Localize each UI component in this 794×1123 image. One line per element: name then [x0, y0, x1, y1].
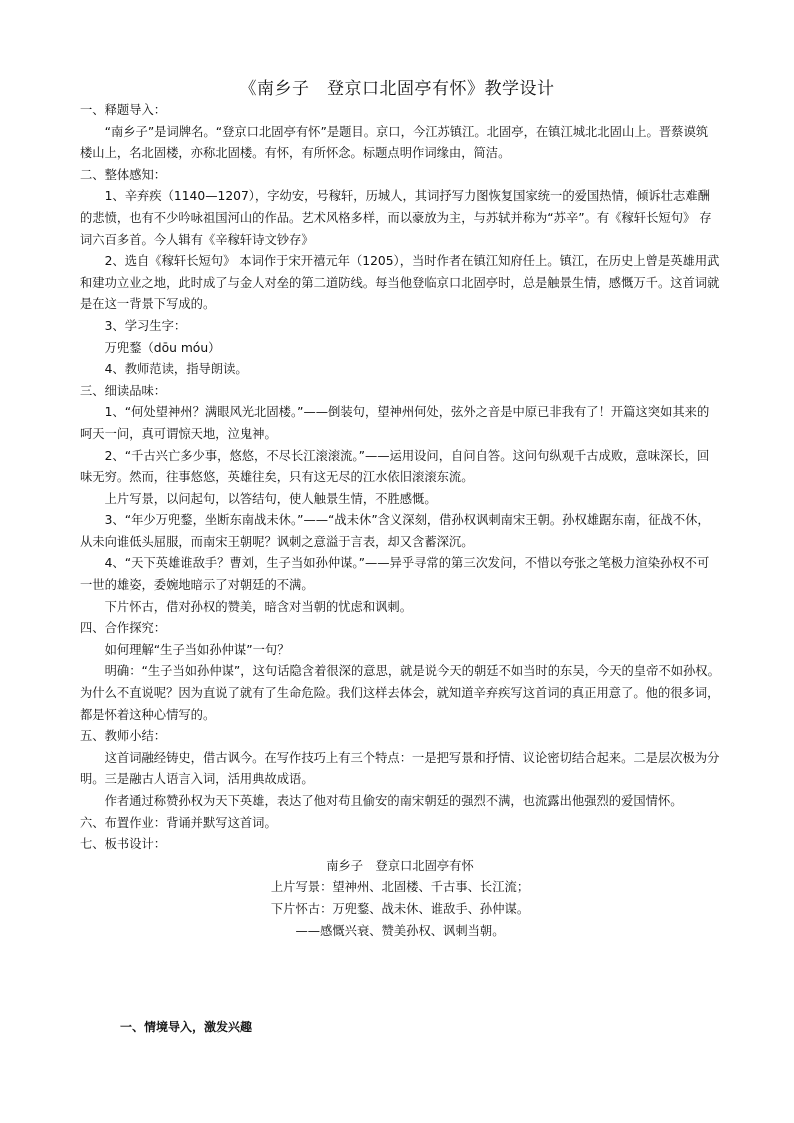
paragraph: 万兜鍪（dōu móu） [104, 340, 221, 355]
paragraph: 2、选自《稼轩长短句》 本词作于宋开禧元年（1205），当时作者在镇江知府任上。镇江，在历史上曾是英雄用武和建功立业之地，此时成了与金人对垒的第二道防线。每当他登临京口北固亭时，总是触景生情，感慨万千。这首词就是在这一背景下写成的。 [80, 254, 720, 312]
paragraph: 4、教师范读，指导朗读。 [104, 362, 248, 377]
section-heading-6: 六、布置作业：背诵并默写这首词。 [80, 815, 277, 830]
paragraph: 上片写景，以问起句，以答结句，使人触景生情，不胜感慨。 [104, 491, 437, 506]
paragraph: 3、学习生字： [104, 318, 187, 333]
section-heading-2: 二、整体感知： [80, 167, 167, 182]
paragraph: 作者通过称赞孙权为天下英雄，表达了他对苟且偷安的南宋朝廷的强烈不满，也流露出他强烈的爱国情怀。 [104, 794, 683, 808]
section-heading-1: 一、释题导入： [80, 103, 167, 117]
paragraph: 1、“何处望神州？满眼风光北固楼。”——倒装句，望神州何处，弦外之音是中原已非我有了！开篇这突如其来的呵天一问，真可谓惊天地，泣鬼神。 [80, 405, 710, 441]
footer-heading: 一、情境导入，激发兴趣 [120, 1020, 253, 1034]
paragraph: 这首词融经铸史，借古讽今。在写作技巧上有三个特点：一是把写景和抒情、议论密切结合起来。二是层次极为分明。三是融古人语言入词，活用典故成语。 [80, 750, 720, 787]
section-heading-4: 四、合作探究： [80, 621, 167, 636]
paragraph: 4、“天下英雄谁敌手？曹刘，生子当如孙仲谋。”——异乎寻常的第三次发问，不惜以夸张之笔极力渲染孙权不可一世的雄姿，委婉地暗示了对朝廷的不满。 [80, 556, 710, 593]
paragraph: 如何理解“生子当如孙仲谋”一句？ [104, 642, 290, 657]
section-heading-7: 七、板书设计： [80, 837, 167, 852]
section-heading-3: 三、细读品味： [80, 383, 167, 398]
document-body [80, 100, 720, 942]
board-title: 南乡子 登京口北固亭有怀 [326, 858, 474, 873]
paragraph: 1、辛弃疾（1140—1207），字幼安，号稼轩，历城人，其词抒写力图恢复国家统一的爱国热情，倾诉壮志难酬的悲愤，也有不少吟咏祖国河山的作品。艺术风格多样，而以豪放为主，与苏轼并称为“苏辛”。有《稼轩长短句》 存词六百多首。今人辑有《辛稼轩诗文钞存》 [80, 189, 712, 247]
paragraph: 3、“年少万兜鍪，坐断东南战未休。”——“战未休”含义深刻，借孙权讽刺南宋王朝。孙权雄踞东南，征战不休，从未向谁低头屈服，而南宋王朝呢？讽刺之意溢于言表，却又含蓄深沉。 [80, 513, 710, 549]
document-title: 《南乡子 登京口北固亭有怀》教学设计 [239, 79, 555, 99]
board-line: 下片怀古：万兜鍪、战未休、谁敌手、孙仲谋。 [270, 901, 530, 916]
section-heading-5: 五、教师小结： [80, 729, 167, 744]
paragraph: “南乡子”是词牌名。“登京口北固亭有怀”是题目。京口，今江苏镇江。北固亭，在镇江城北北固山上。晋蔡谟筑楼山上，名北固楼，亦称北固楼。有怀，有所怀念。标题点明作词缘由，简洁。 [80, 124, 709, 161]
paragraph: 下片怀古，借对孙权的赞美，暗含对当朝的忧虑和讽刺。 [104, 599, 413, 614]
paragraph: 2、“千古兴亡多少事，悠悠，不尽长江滚滚流。”——运用设问，自问自答。这问句纵观千古成败，意味深长，回味无穷。然而，往事悠悠，英雄往矣，只有这无尽的江水依旧滚滚东流。 [80, 448, 710, 485]
board-line: 上片写景：望神州、北固楼、千古事、长江流； [270, 880, 530, 895]
board-line: ——感慨兴衰、赞美孙权、讽刺当朝。 [295, 923, 505, 938]
paragraph: 明确：“生子当如孙仲谋”，这句话隐含着很深的意思，就是说今天的朝廷不如当时的东吴，今天的皇帝不如孙权。为什么不直说呢？因为直说了就有了生命危险。我们这样去体会，就知道辛弃疾写这首词的真正用意了。他的很多词，都是怀着这种心情写的。 [80, 664, 720, 722]
